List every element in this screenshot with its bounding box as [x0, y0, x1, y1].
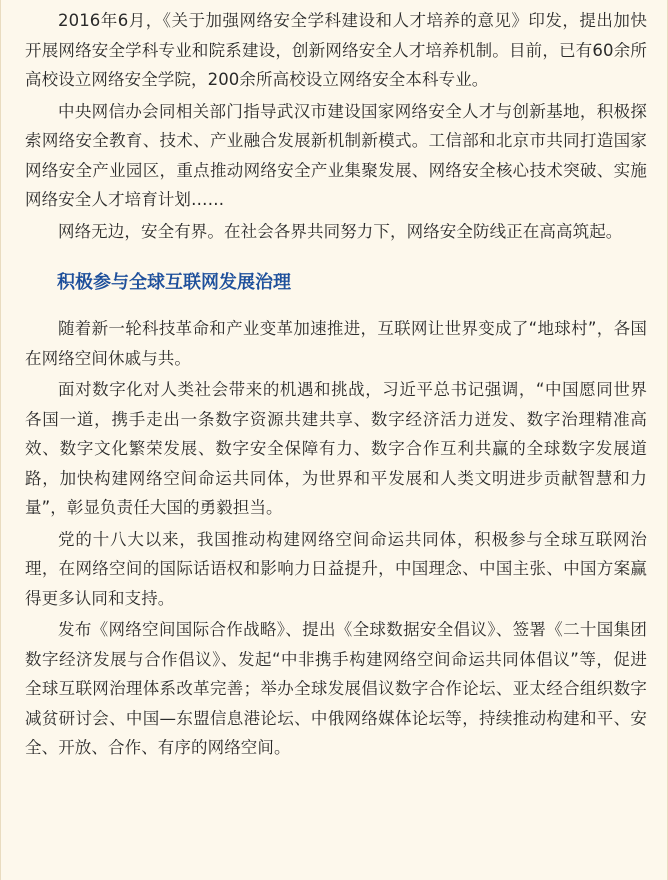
paragraph-wuhan-base: 中央网信办会同相关部门指导武汉市建设国家网络安全人才与创新基地，积极探索网络安全教育、技术、产业融合发展新机制新模式。工信部和北京市共同打造国家网络安全产业园区，重点推动网络安全产业集聚发展、网络安全核心技术突破、实施网络安全人才培育计划……	[25, 101, 647, 209]
paragraph-policy-2016: 2016年6月，《关于加强网络安全学科建设和人才培养的意见》印发，提出加快开展网络安全学科专业和院系建设，创新网络安全人才培养机制。目前，已有60余所高校设立网络安全学院，200余所高校设立网络安全本科专业。	[25, 11, 647, 89]
paragraph-global-village: 随着新一轮科技革命和产业变革加速推进，互联网让世界变成了“地球村”，各国在网络空间休戚与共。	[25, 319, 647, 368]
paragraph-initiatives: 发布《网络空间国际合作战略》、提出《全球数据安全倡议》、签署《二十国集团数字经济发展与合作倡议》、发起“中非携手构建网络空间命运共同体倡议”等，促进全球互联网治理体系改革完善；举办全球发展倡议数字合作论坛、亚太经合组织数字减贫研讨会、中国—东盟信息港论坛、中俄网络媒体论坛等，持续推动构建和平、安全、开放、合作、有序的网络空间。	[25, 620, 647, 757]
article-body	[25, 6, 647, 765]
paragraph-eighteenth-congress: 党的十八大以来，我国推动构建网络空间命运共同体，积极参与全球互联网治理，在网络空间的国际话语权和影响力日益提升，中国理念、中国主张、中国方案赢得更多认同和支持。	[25, 529, 647, 608]
section-heading: 积极参与全球互联网发展治理	[57, 272, 291, 293]
paragraph-defense-line: 网络无边，安全有界。在社会各界共同努力下，网络安全防线正在高高筑起。	[58, 221, 623, 241]
paragraph-xi-quote: 面对数字化对人类社会带来的机遇和挑战，习近平总书记强调，“中国愿同世界各国一道，携手走出一条数字资源共建共享、数字经济活力迸发、数字治理精准高效、数字文化繁荣发展、数字安全保障有力、数字合作互利共赢的全球数字发展道路，加快构建网络空间命运共同体，为世界和平发展和人类文明进步贡献智慧和力量”，彰显负责任大国的勇毅担当。	[25, 380, 647, 517]
